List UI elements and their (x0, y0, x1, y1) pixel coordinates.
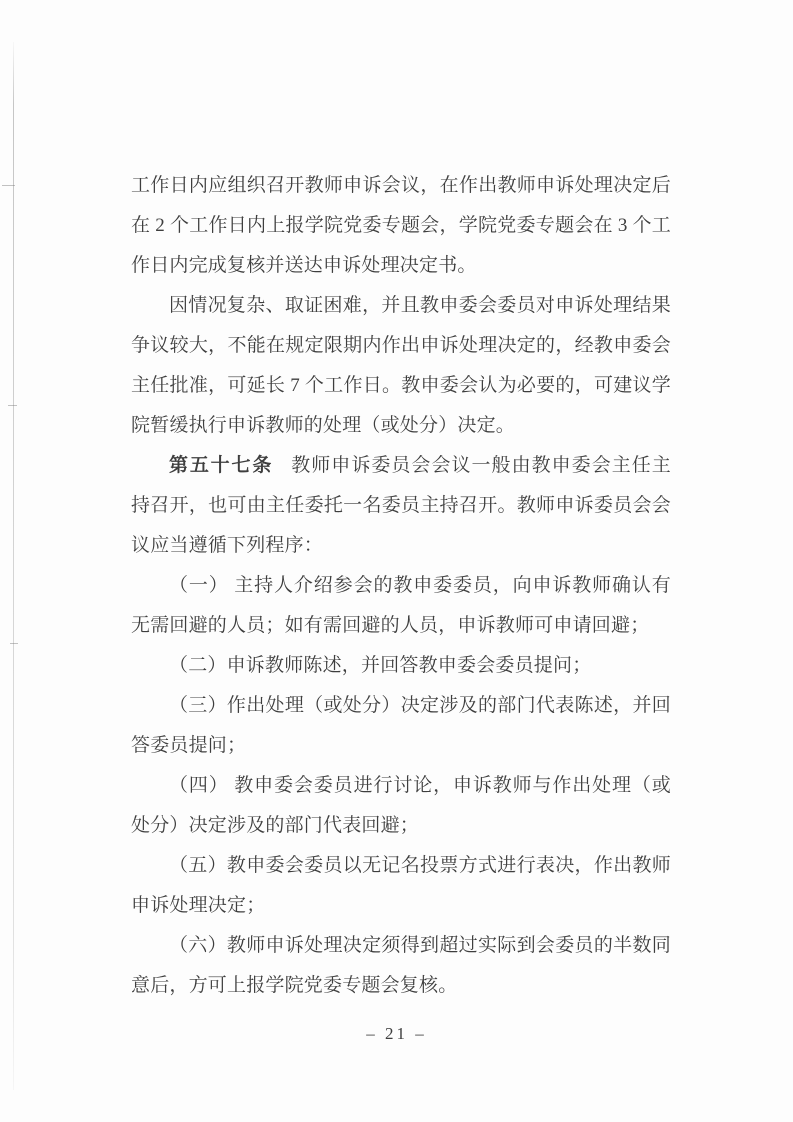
paragraph (131, 926, 671, 1006)
article-number: 第五十七条 (169, 455, 274, 476)
paragraph-text: 因情况复杂、取证困难，并且教申委会委员对申诉处理结果争议较大，不能在规定限期内作出申诉处理决定的，经教申委会主任批准，可延长 7 个工作日。教申委会认为必要的，可建议学院暂缓执行申诉教师的处理（或处分）决定。 (131, 295, 671, 436)
paragraph-text: 工作日内应组织召开教师申诉会议，在作出教师申诉处理决定后在 2 个工作日内上报学院党委专题会，学院党委专题会在 3 个工作日内完成复核并送达申诉处理决定书。 (131, 175, 671, 276)
paragraph-text: （六）教师申诉处理决定须得到超过实际到会委员的半数同意后，方可上报学院党委专题会复核。 (131, 935, 671, 996)
paragraph (131, 686, 671, 766)
scan-artifact-tick (2, 185, 15, 186)
scan-artifact-tick (10, 643, 18, 644)
scan-artifact-tick (8, 405, 17, 406)
paragraph-text: （五）教申委会委员以无记名投票方式进行表决，作出教师申诉处理决定； (131, 855, 671, 916)
paragraph (131, 446, 671, 566)
paragraph (131, 286, 671, 446)
document-body (131, 166, 671, 1006)
paragraph-text: （四） 教申委会委员进行讨论，申诉教师与作出处理（或处分）决定涉及的部门代表回避； (131, 775, 671, 836)
paragraph (131, 646, 671, 686)
scan-artifact-vertical-line (13, 42, 14, 1090)
paragraph (131, 846, 671, 926)
paragraph (131, 166, 671, 286)
paragraph (131, 566, 671, 646)
paragraph-text: （一） 主持人介绍参会的教申委委员，向申诉教师确认有无需回避的人员；如有需回避的人员，申诉教师可申请回避； (131, 575, 671, 636)
paragraph-text: 教师申诉委员会会议一般由教申委会主任主持召开，也可由主任委托一名委员主持召开。教师申诉委员会会议应当遵循下列程序： (131, 455, 671, 556)
paragraph-text: （二）申诉教师陈述，并回答教申委会委员提问； (169, 655, 592, 676)
paragraph-text: （三）作出处理（或处分）决定涉及的部门代表陈述，并回答委员提问； (131, 695, 671, 756)
paragraph (131, 766, 671, 846)
page-number: – 21 – (366, 1024, 427, 1043)
